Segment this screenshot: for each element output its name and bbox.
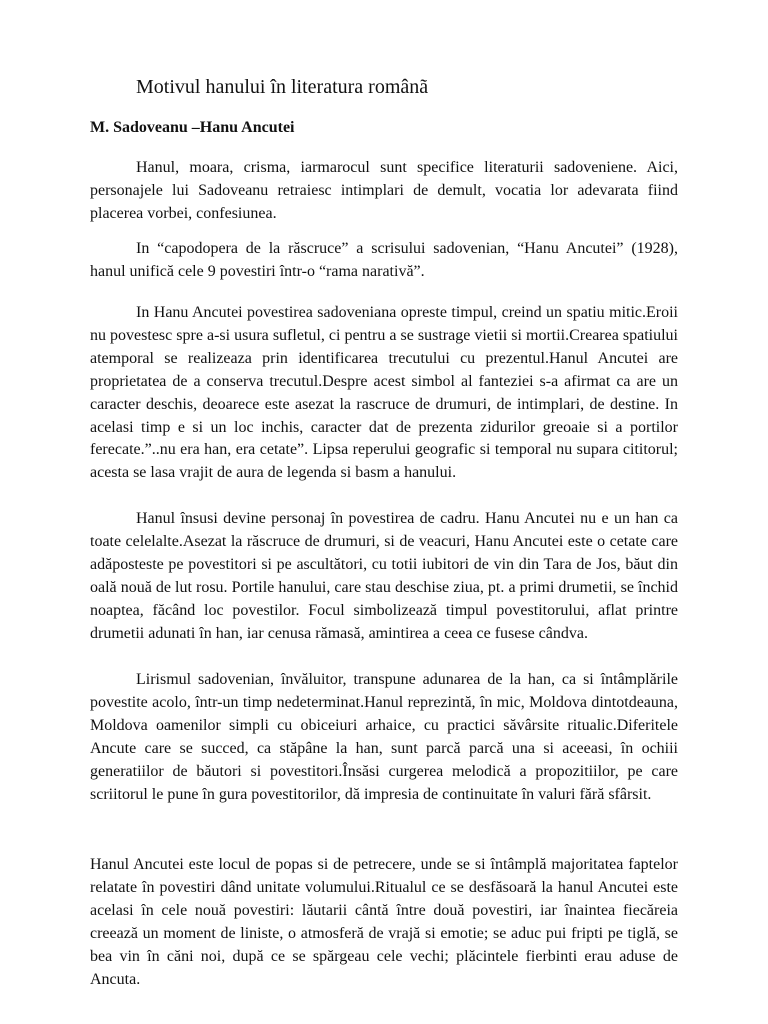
paragraph-6: Hanul Ancutei este locul de popas si de petrecere, unde se si întâmplă majoritatea faptelor relatate în povestiri dând unitate volumului.Ritualul ce se desfăsoară la hanul Ancutei este acelasi în cele nouă povestiri: lăutarii cântă între două povestiri, iar înaintea fiecăreia creează un moment de liniste, o atmosferă de vrajă si emotie; se aduc pui fripti pe tiglă, se bea vin în căni noi, după ce se spărgeau cele vechi; plăcintele fierbinti erau aduse de Ancuta. [90, 856, 678, 988]
paragraph-5: Lirismul sadovenian, învăluitor, transpune adunarea de la han, ca si întâmplările povestite acolo, într-un timp nedeterminat.Hanul reprezintă, în mic, Moldova dintotdeauna, Moldova oamenilor simpli cu obiceiuri arhaice, cu practici săvârsite ritualic.Diferitele Ancute care se succed, ca stăpâne la han, sunt parcă parcă una si aceeasi, în ochiii generatiilor de băutori si povestitori.Însăsi curgerea melodică a propozitiilor, pe care scriitorul le pune în gura povestitorilor, dă impresia de continuitate în valuri fără sfârsit. [90, 671, 678, 803]
paragraph-3: In Hanu Ancutei povestirea sadoveniana opreste timpul, creind un spatiu mitic.Eroii nu povestesc spre a-si usura sufletul, ci pentru a se sustrage vietii si mortii.Crearea spatiului atemporal se realizeaza prin identificarea trecutului cu prezentul.Hanul Ancutei are proprietatea de a conserva trecutul.Despre acest simbol al fanteziei s-a afirmat ca are un caracter deschis, deoarece este asezat la rascruce de drumuri, de intimplari, de destine. In acelasi timp e si un loc inchis, caracter dat de prezenta zidurilor greoaie si a portilor ferecate.”..nu era han, era cetate”. Lipsa reperului geografic si temporal nu supara cititorul; acesta se lasa vrajit de aura de legenda si basm a hanului. [90, 304, 678, 482]
paragraph-2: In “capodopera de la răscruce” a scrisului sadovenian, “Hanu Ancutei” (1928), hanul unifică cele 9 povestiri într-o “rama narativă”. [90, 240, 678, 280]
paragraph-1: Hanul, moara, crisma, iarmarocul sunt specifice literaturii sadoveniene. Aici, personajele lui Sadoveanu retraiesc intimplari de demult, vocatia lor adevarata fiind placerea vorbei, confesiunea. [90, 159, 678, 222]
paragraph-4: Hanul însusi devine personaj în povestirea de cadru. Hanu Ancutei nu e un han ca toate celelalte.Asezat la răscruce de drumuri, si de veacuri, Hanu Ancutei este o cetate care adăposteste pe povestitori si pe ascultători, cu totii iubitori de vin din Tara de Jos, băut din oală nouă de lut rosu. Portile hanului, care stau deschise ziua, pt. a primi drumetii, se închid noaptea, făcând loc povestilor. Focul simbolizează timpul povestitorului, aflat printre drumetii adunati în han, iar cenusa rămasă, amintirea a ceea ce fusese cândva. [90, 510, 678, 642]
author-work-subtitle: M. Sadoveanu –Hanu Ancutei [90, 119, 295, 136]
page-title: Motivul hanului în literatura românã [136, 76, 429, 98]
